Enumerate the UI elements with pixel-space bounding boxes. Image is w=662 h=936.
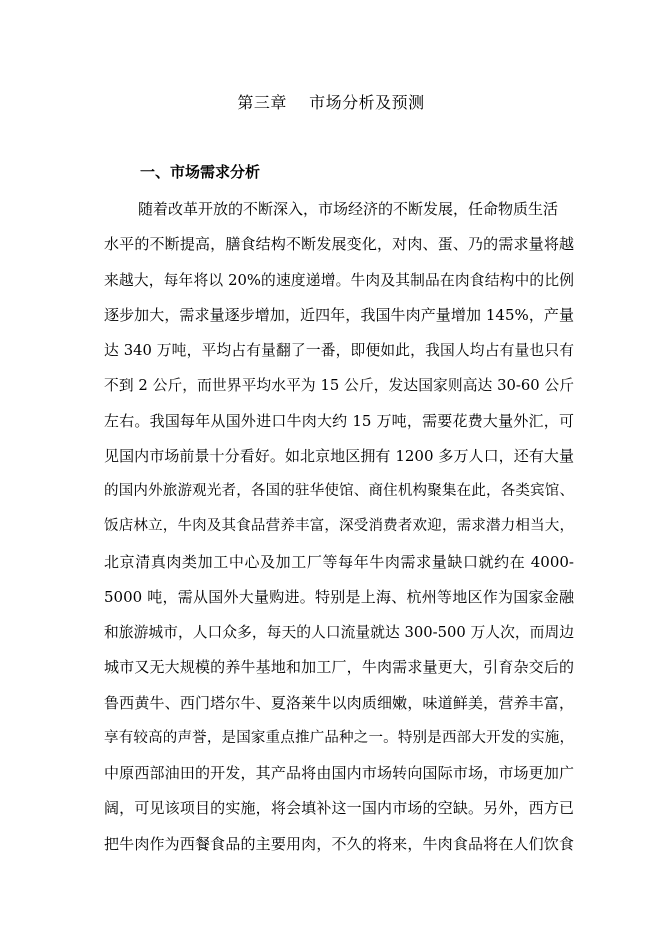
paragraph-line: 鲁西黄牛、西门塔尔牛、夏洛莱牛以肉质细嫩，味道鲜美，营养丰富， [104, 693, 574, 712]
paragraph-line: 来越大，每年将以 20%的速度递增。牛肉及其制品在肉食结构中的比例 [104, 271, 574, 289]
section-heading: 一、市场需求分析 [140, 163, 261, 181]
paragraph-line: 逐步加大，需求量逐步增加，近四年，我国牛肉产量增加 145%，产量 [104, 305, 574, 324]
paragraph-line: 5000 吨，需从国外大量购进。特别是上海、杭州等地区作为国家金融 [104, 587, 574, 606]
paragraph-line: 随着改革开放的不断深入，市场经济的不断发展，任命物质生活 [138, 200, 559, 218]
paragraph-line: 北京清真肉类加工中心及加工厂等每年牛肉需求量缺口就约在 4000- [104, 552, 574, 571]
paragraph-line: 享有较高的声誉，是国家重点推广品种之一。特别是西部大开发的实施， [104, 729, 574, 746]
paragraph-line: 的国内外旅游观光者，各国的驻华使馆、商住机构聚集在此，各类宾馆、 [104, 483, 574, 499]
paragraph-line: 达 340 万吨，平均占有量翻了一番，即便如此，我国人均占有量也只有 [104, 342, 574, 359]
paragraph-line: 左右。我国每年从国外进口牛肉大约 15 万吨，需要花费大量外汇，可 [104, 411, 574, 430]
chapter-title: 第三章 市场分析及预测 [237, 93, 425, 112]
paragraph-line: 把牛肉作为西餐食品的主要用肉，不久的将来，牛肉食品将在人们饮食 [104, 834, 574, 853]
paragraph-line: 饭店林立，牛肉及其食品营养丰富，深受消费者欢迎，需求潜力相当大， [104, 518, 574, 535]
paragraph-line: 阔，可见该项目的实施，将会填补这一国内市场的空缺。另外，西方已 [104, 799, 574, 818]
paragraph-line: 城市又无大规模的养牛基地和加工厂，牛肉需求量更大，引育杂交后的 [104, 658, 574, 677]
paragraph-line: 见国内市场前景十分看好。如北京地区拥有 1200 多万人口，还有大量 [104, 446, 574, 465]
paragraph-line: 不到 2 公斤，而世界平均水平为 15 公斤，发达国家则高达 30-60 公斤 [104, 377, 574, 395]
body-paragraph [104, 192, 574, 862]
paragraph-line: 水平的不断提高，膳食结构不断发展变化，对肉、蛋、乃的需求量将越 [104, 235, 574, 254]
paragraph-line: 中原西部油田的开发，其产品将由国内市场转向国际市场，市场更加广 [104, 764, 574, 782]
paragraph-line: 和旅游城市，人口众多，每天的人口流量就达 300-500 万人次，而周边 [104, 624, 574, 641]
